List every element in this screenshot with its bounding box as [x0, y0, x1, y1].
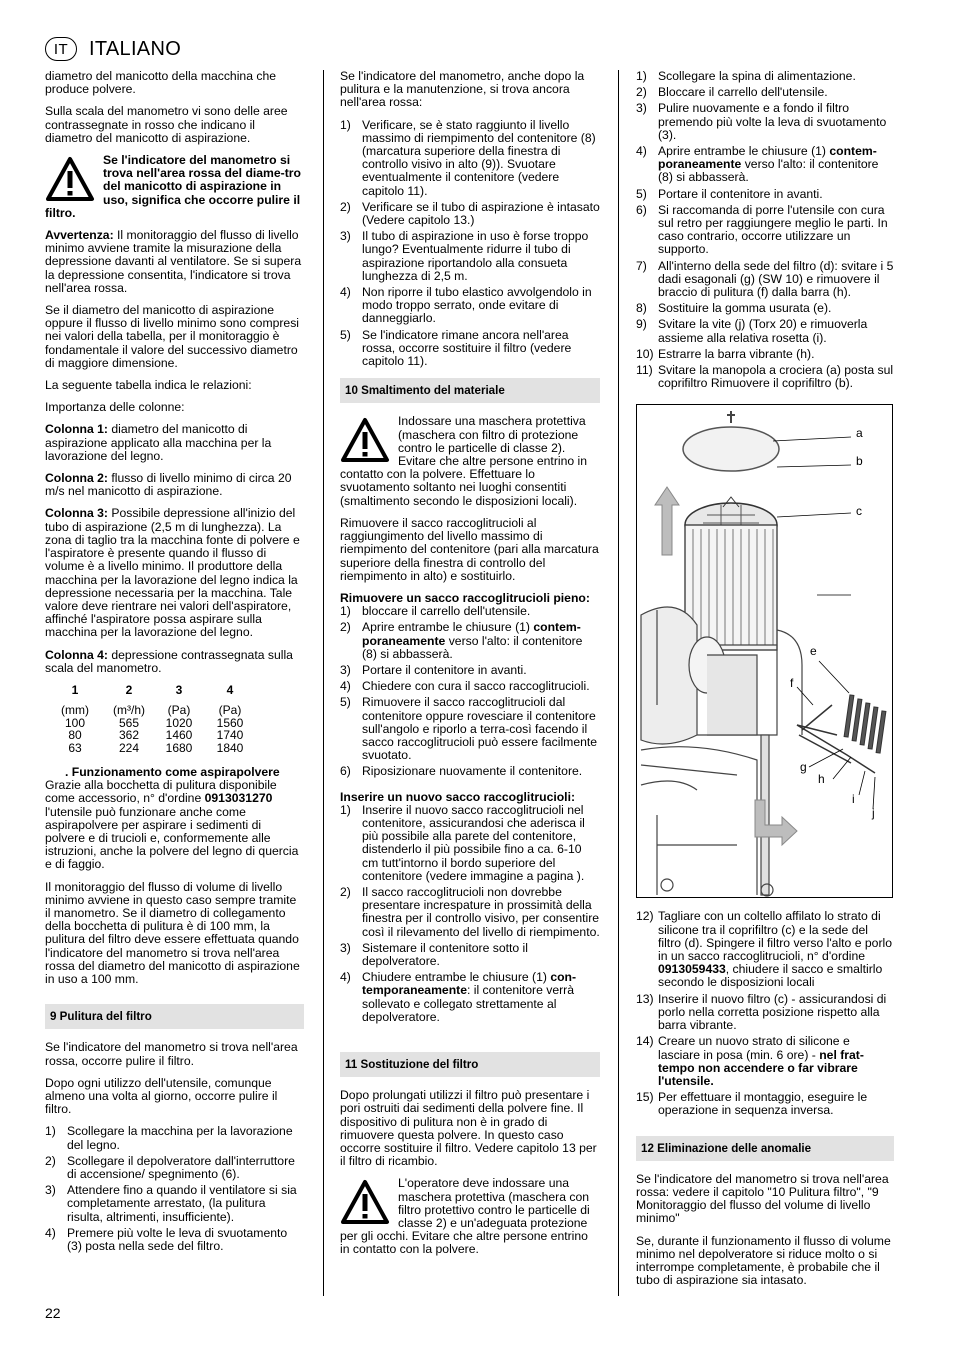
paragraph [45, 472, 304, 498]
list-text: Riposizionare nuovamente il contenitore. [362, 764, 583, 779]
label: Colonna 2: [45, 471, 108, 486]
list-text: verso l'alto: il contenitore (8) si abbasserà. [658, 157, 879, 185]
list-text: Verificare, se è stato raggiunto il livello massimo di riempimento del contenitore (8) (marcatura superiore della finestra di controllo visivo in alto (9)). Svuotare eventualmente il contenitore (vedere capitolo 11). [362, 117, 596, 198]
list-item [340, 230, 600, 283]
warning-block [340, 1177, 600, 1256]
order-number: 0913059433 [658, 962, 726, 977]
list-item [340, 286, 600, 326]
list-text: Verificare se il tubo di aspirazione è intasato (Vedere capitolo 13.) [362, 199, 600, 228]
steps-list [340, 605, 600, 778]
list-number: 10) [636, 346, 654, 361]
list-number: 6) [340, 764, 351, 779]
table-cell: 1560 [216, 715, 244, 730]
list-text: Svitare la manopola a crociera (a) posta sul coprifiltro Rimuovere il coprifiltro (b). [658, 363, 894, 391]
paragraph: Dopo ogni utilizzo dell'utensile, comunque almeno una volta al giorno, occorre pulire il filtro. [45, 1075, 278, 1117]
list-number: 4) [340, 970, 351, 985]
figure-label-e: e [810, 644, 817, 659]
rubber-strips-shape [844, 695, 886, 753]
list-item [636, 145, 894, 185]
list-number: 11) [636, 363, 653, 378]
table-header: 3 [175, 682, 183, 697]
paragraph: Dopo prolungati utilizzi il filtro può presentare i pori ostruiti dai sedimenti della polvere fine. Il dispositivo di pulitura non è in grado di rimuovere questa polvere. In questo caso occorre sostituire il filtro. Vedere capitolo 13 per il filtro di ricambio. [340, 1088, 597, 1169]
figure-label-a: a [856, 426, 863, 441]
steps-list [636, 910, 894, 1117]
list-item [340, 621, 600, 661]
text: Grazie alla bocchetta di pulitura disponibile come accessorio, n° d'ordine [45, 778, 277, 806]
text: diametro del manicotto di aspirazione applicato alla macchina per la lavorazione del legno. [45, 422, 272, 463]
list-text: : il contenitore verrà sollevato e collegato strettamente al depolveratore. [362, 983, 575, 1024]
warning-triangle-icon [45, 156, 95, 202]
text: depressione contrassegnata sulla scala del manometro. [45, 647, 293, 675]
list-item [340, 971, 600, 1024]
list-number: 5) [340, 327, 351, 342]
list-text: All'interno della sede del filtro (d): svitare i 5 dadi esagonali (g) (SW 10) e rimuovere il braccio di pulitura (f) dalla barra (h). [658, 258, 894, 300]
list-number: 2) [340, 199, 351, 214]
paragraph: Se l'indicatore del manometro si trova nell'area rossa: vedere il capitolo "10 Pulitura filtro", "9 Monitoraggio del flusso del volume di livello minimo" [636, 1171, 889, 1226]
list-text: Inserire il nuovo sacco raccoglitrucioli nel contenitore, assicurandosi che aderisca il più possibile alla parete del contenitore, distenderlo il più possibile fino a ca. 6-10 cm tutt'intorno il bordo superiore del contenitore (vedere immagine a pagina ). [362, 802, 585, 883]
label: Colonna 3: [45, 506, 108, 521]
table-row [45, 742, 304, 754]
steps-list [340, 119, 600, 369]
list-item [340, 942, 600, 968]
list-item [45, 1227, 304, 1253]
list-item [45, 1155, 304, 1181]
list-number: 9) [636, 317, 647, 332]
list-number: 3) [636, 101, 647, 116]
page-number: 22 [45, 1305, 61, 1321]
list-item [636, 910, 894, 989]
list-item [636, 70, 894, 83]
list-item [636, 1091, 894, 1117]
column-3 [636, 70, 894, 1296]
list-number: 12) [636, 909, 654, 924]
list-text: Inserire il nuovo filtro (c) - assicurandosi di porlo nella corretta posizione rispetto alla barra vibrante. [658, 991, 887, 1033]
list-item [45, 1125, 304, 1151]
warning-triangle-icon [340, 417, 390, 463]
paragraph [45, 507, 304, 639]
steps-list [45, 1125, 304, 1253]
filter-cylinder-shape [685, 525, 777, 650]
paragraph [45, 229, 304, 295]
paragraph: diametro del manicotto della macchina che produce polvere. [45, 69, 277, 97]
table-cell: 565 [118, 715, 140, 730]
table-cell: 80 [68, 728, 82, 743]
list-number: 8) [636, 301, 647, 316]
list-text: Per effettuare il montaggio, eseguire le operazione in sequenza inversa. [658, 1090, 868, 1118]
warning-block [45, 154, 304, 220]
list-text: Estrarre la barra vibrante (h). [658, 346, 815, 361]
list-text: Se l'indicatore rimane ancora nell'area rossa, occorre sostituire il filtro (vedere capitolo 11). [362, 327, 572, 369]
emphasis: nel frat-tempo non accendere o far vibrare l'utensile. [658, 1047, 864, 1088]
table-unit: (mm) [61, 703, 89, 718]
list-number: 4) [45, 1225, 56, 1240]
warning-text: Indossare una maschera protettiva (maschera con filtro di protezione contro le particelle di classe 2). Evitare che altre persone entrino in contatto con la polvere. Effettuare lo svuotamento soltanto nei luoghi consentiti (smaltimento secondo le disposizioni locali). [340, 414, 588, 508]
list-text: Sostituire la gomma usurata (e). [658, 301, 832, 316]
table-unit: (Pa) [167, 703, 191, 718]
list-item [636, 188, 894, 201]
page-title: ITALIANO [89, 37, 182, 60]
table-cell: 1460 [165, 728, 193, 743]
section-heading: 11 Sostituzione del filtro [340, 1052, 600, 1077]
table-cell: 224 [118, 740, 140, 755]
up-arrow-icon [655, 487, 679, 555]
label: Colonna 4: [45, 647, 108, 662]
list-item [340, 680, 600, 693]
list-number: 2) [340, 884, 351, 899]
cross-knob-icon [727, 411, 735, 423]
figure-label-g: g [800, 760, 807, 775]
list-item [636, 302, 894, 315]
list-text: Aprire entrambe le chiusure (1) [658, 144, 830, 159]
list-number: 3) [340, 662, 351, 677]
paragraph: Se l'indicatore del manometro si trova nell'area rossa, occorre pulire il filtro. [45, 1040, 298, 1068]
table-cell: 63 [68, 740, 82, 755]
list-item [340, 605, 600, 618]
label: Avvertenza: [45, 228, 114, 243]
list-text: Sistemare il contenitore sotto il depolveratore. [362, 940, 528, 968]
section-heading: 9 Pulitura del filtro [45, 1004, 304, 1029]
table-row [45, 729, 304, 741]
leader-lines [773, 437, 875, 809]
list-item [45, 1184, 304, 1224]
table-header: 2 [125, 682, 133, 697]
table-header: 1 [71, 682, 79, 697]
paragraph [45, 423, 304, 463]
list-text: Creare un nuovo strato di silicone e lasciare in posa (min. 6 ore) - [658, 1034, 850, 1062]
warning-triangle-icon [340, 1179, 390, 1225]
text: Possibile depressione all'inizio del tubo di aspirazione (2,5 m di lunghezza). La zona di taglio tra la macchina fonte di polvere e l'aspiratore è presente quando il flusso di volume è a livello minimo. Il produttore della macchina per la lavorazione del legno indica la depressione necessaria per la macchina. Tale valore deve rientrare nei valori dell'aspiratore, affinché l'aspiratore possa aspirare sulla macchina per la lavorazione del legno. [45, 506, 300, 640]
text: Il monitoraggio del flusso di livello minimo avviene tramite la misurazione della depressione davanti al ventilatore. Se si supera la depressione consentita, l'indicatore si trova nell'area rossa. [45, 228, 302, 295]
list-number: 3) [45, 1183, 56, 1198]
list-text: Chiudere entrambe le chiusure (1) [362, 970, 551, 985]
text: flusso di livello minimo di circa 20 m/s nel manicotto di aspirazione. [45, 471, 292, 499]
list-number: 1) [636, 69, 647, 83]
column-divider-2 [618, 70, 619, 1296]
figure-label-i: i [852, 792, 855, 807]
list-number: 4) [636, 144, 647, 159]
list-number: 3) [340, 940, 351, 955]
steps-list [636, 70, 894, 390]
list-item [340, 696, 600, 762]
list-number: 1) [340, 117, 351, 132]
list-number: 6) [636, 202, 647, 217]
list-item [340, 804, 600, 883]
table-cell: 1740 [216, 728, 244, 743]
list-text: bloccare il carrello dell'utensile. [362, 604, 531, 619]
filter-cover-shape [683, 427, 779, 471]
list-number: 3) [340, 229, 351, 244]
list-item [636, 102, 894, 142]
figure-label-j: j [872, 806, 875, 821]
list-text: Svitare la vite (j) (Torx 20) e rimuoverla assieme alla relativa rosetta (i). [658, 317, 868, 345]
filter-replacement-figure [636, 404, 893, 898]
list-text: Il tubo di aspirazione in uso è forse troppo lungo? Eventualmente ridurre il tubo di aspirazione riportandolo alla consueta lunghezza di 2,5 m. [362, 229, 589, 283]
dust-extractor-illustration [637, 405, 892, 897]
table-cell: 1840 [216, 740, 244, 755]
list-text: , chiudere il sacco e smaltirlo secondo le disposizioni locali [658, 962, 883, 990]
list-text: Premere più volte le leva di svuotamento (3) posta nella sede del filtro. [67, 1225, 288, 1254]
list-number: 5) [636, 186, 647, 201]
list-text: Rimuovere il sacco raccoglitrucioli dal contenitore oppure rovesciare il contenitore sull'angolo e riporlo a terra-così facendo il sacco raccoglitrucioli può essere facilmente svuotato. [362, 695, 598, 763]
list-text: Chiedere con cura il sacco raccoglitrucioli. [362, 679, 590, 694]
list-item [636, 204, 894, 257]
list-text: Pulire nuovamente e a fondo il filtro premendo più volte la leva di svuotamento (3). [658, 101, 887, 142]
paragraph: Se il diametro del manicotto di aspirazione oppure il flusso di livello minimo sono compresi nei valori della tabella, per il monitoraggio è fondamentale il valore del successivo diametro di maggiore dimensione. [45, 303, 300, 370]
paragraph: La seguente tabella indica le relazioni: [45, 378, 252, 393]
figure-label-h: h [818, 772, 825, 787]
list-item [636, 1035, 894, 1088]
paragraph: Se, durante il funzionamento il flusso di volume minimo nel depolveratore si riduce molto o si interrompe completamente, è probabile che il tubo di aspirazione sia intasato. [636, 1233, 891, 1288]
paragraph: Il monitoraggio del flusso di volume di livello minimo avviene in questo caso sempre tramite il manometro. Se il diametro di collegamento della bocchetta di pulitura è di 100 mm, la pulitura del filtro deve essere effettuata quando l'indicatore del manometro si trova nell'area rossa del diametro del manicotto di aspirazione in uso a 100 mm. [45, 879, 300, 986]
list-text: Attendere fino a quando il ventilatore si sia completamente arrestato, (la pulitura risulta, altrimenti, insufficiente). [67, 1183, 297, 1224]
section-heading: 12 Eliminazione delle anomalie [636, 1136, 894, 1161]
list-number: 15) [636, 1090, 654, 1105]
figure-label-b: b [856, 454, 863, 469]
table-unit: (Pa) [218, 703, 242, 718]
list-text: Bloccare il carrello dell'utensile. [658, 85, 828, 100]
steps-list [340, 804, 600, 1024]
list-item [636, 364, 894, 390]
list-text: Tagliare con un coltello affilato lo strato di silicone tra il coprifiltro (c) e la sede del filtro (d). Spingere il filtro verso l'alto e porlo in un sacco raccoglitrucioli, n° d'ordine [658, 909, 892, 964]
list-number: 4) [340, 285, 351, 300]
column-2 [340, 70, 600, 1266]
list-number: 1) [340, 802, 351, 817]
paragraph: Importanza delle colonne: [45, 400, 185, 415]
paragraph [45, 779, 304, 871]
label: Colonna 1: [45, 422, 108, 437]
list-number: 7) [636, 258, 647, 273]
list-item [340, 329, 600, 369]
emphasis: contem-poraneamente [362, 620, 581, 648]
list-text: verso l'alto: il contenitore (8) si abbasserà. [362, 633, 583, 661]
warning-block [340, 415, 600, 507]
page-header [45, 36, 181, 62]
paragraph: Sulla scala del manometro vi sono delle aree contrassegnate in rosso che indicano il diametro del manicotto di aspirazione. [45, 104, 288, 145]
language-badge: IT [45, 37, 77, 61]
list-number: 5) [340, 695, 351, 710]
emphasis: con-temporaneamente [362, 970, 577, 998]
list-text: Scollegare il depolveratore dall'interruttore di accensione/ spegnimento (6). [67, 1153, 295, 1182]
list-text: Si raccomanda di porre l'utensile con cura sul retro per raggiungere meglio le parti. In caso contrario, occorre utilizzare un supporto. [658, 202, 888, 257]
list-text: Non riporre il tubo elastico avvolgendolo in modo troppo serrato, onde evitare di danneggiarlo. [362, 285, 592, 326]
list-number: 14) [636, 1034, 654, 1049]
column-1 [45, 70, 304, 1262]
figure-label-f: f [790, 676, 794, 691]
subheading: Inserire un nuovo sacco raccoglitrucioli: [340, 789, 576, 804]
list-text: Portare il contenitore in avanti. [658, 186, 823, 201]
list-item [636, 318, 894, 344]
table-header: 4 [226, 682, 234, 697]
table-cell: 362 [118, 728, 140, 743]
list-item [636, 86, 894, 99]
subheading: Rimuovere un sacco raccoglitrucioli pieno: [340, 590, 590, 605]
paragraph: Se l'indicatore del manometro, anche dopo la pulitura e la manutenzione, si trova ancora nell'area rossa: [340, 69, 585, 110]
paragraph [45, 649, 304, 675]
table-cell: 1680 [165, 740, 193, 755]
list-number: 1) [340, 604, 351, 619]
emphasis: contem-poraneamente [658, 144, 877, 172]
table-cell: 1020 [165, 715, 193, 730]
list-item [340, 664, 600, 677]
relations-table [45, 684, 304, 754]
warning-text: L'operatore deve indossare una maschera protettiva (maschera con filtro protettivo contro le particelle di classe 2) e un'adeguata protezione per gli occhi. Evitare che altre persone entrino in contatto con la polvere. [340, 1176, 590, 1257]
figure-label-c: c [856, 504, 862, 519]
machine-housing-shape [641, 607, 802, 896]
list-item [636, 993, 894, 1033]
list-item [636, 348, 894, 361]
list-text: Portare il contenitore in avanti. [362, 662, 527, 677]
list-number: 1) [45, 1124, 56, 1139]
list-text: Il sacco raccoglitrucioli non dovrebbe presentare increspature in prossimità della finestra per il controllo visivo, per consentire così il rilevamento del livello di riempimento. [362, 884, 600, 939]
list-text: Scollegare la spina di alimentazione. [658, 69, 856, 83]
section-subtitle: . Funzionamento come aspirapolvere [65, 764, 280, 779]
list-item [340, 886, 600, 939]
list-item [340, 119, 600, 198]
column-divider-1 [323, 70, 324, 1296]
paragraph: Rimuovere il sacco raccoglitrucioli al raggiungimento del livello massimo di riempimento del contenitore (pari alla marcatura superiore della finestra di controllo del riempimento in alto) e sostituirlo. [340, 515, 599, 583]
list-number: 13) [636, 991, 654, 1006]
table-cell: 100 [64, 715, 86, 730]
list-item [340, 201, 600, 227]
table-units-row [45, 704, 304, 716]
table-header-row [45, 684, 304, 696]
order-number: 0913031270 [204, 791, 273, 806]
warning-text: Se l'indicatore del manometro si trova nell'area rossa del diame-tro del manicotto di aspirazione in uso, significa che occorre pulire il filtro. [45, 153, 301, 220]
section-heading: 10 Smaltimento del materiale [340, 378, 600, 403]
list-number: 2) [636, 85, 647, 100]
list-text: Scollegare la macchina per la lavorazione del legno. [67, 1124, 293, 1152]
text: l'utensile può funzionare anche come aspirapolvere per aspirare i sedimenti di polvere e di trucioli e, conformemente alle istruzioni, anche la polvere del legno di quercia e di faggio. [45, 804, 299, 872]
list-number: 2) [340, 620, 351, 635]
list-number: 4) [340, 679, 351, 694]
list-item [636, 260, 894, 300]
list-item [340, 765, 600, 778]
list-number: 2) [45, 1153, 56, 1168]
table-unit: (m³/h) [113, 703, 145, 718]
list-text: Aprire entrambe le chiusure (1) [362, 620, 534, 635]
